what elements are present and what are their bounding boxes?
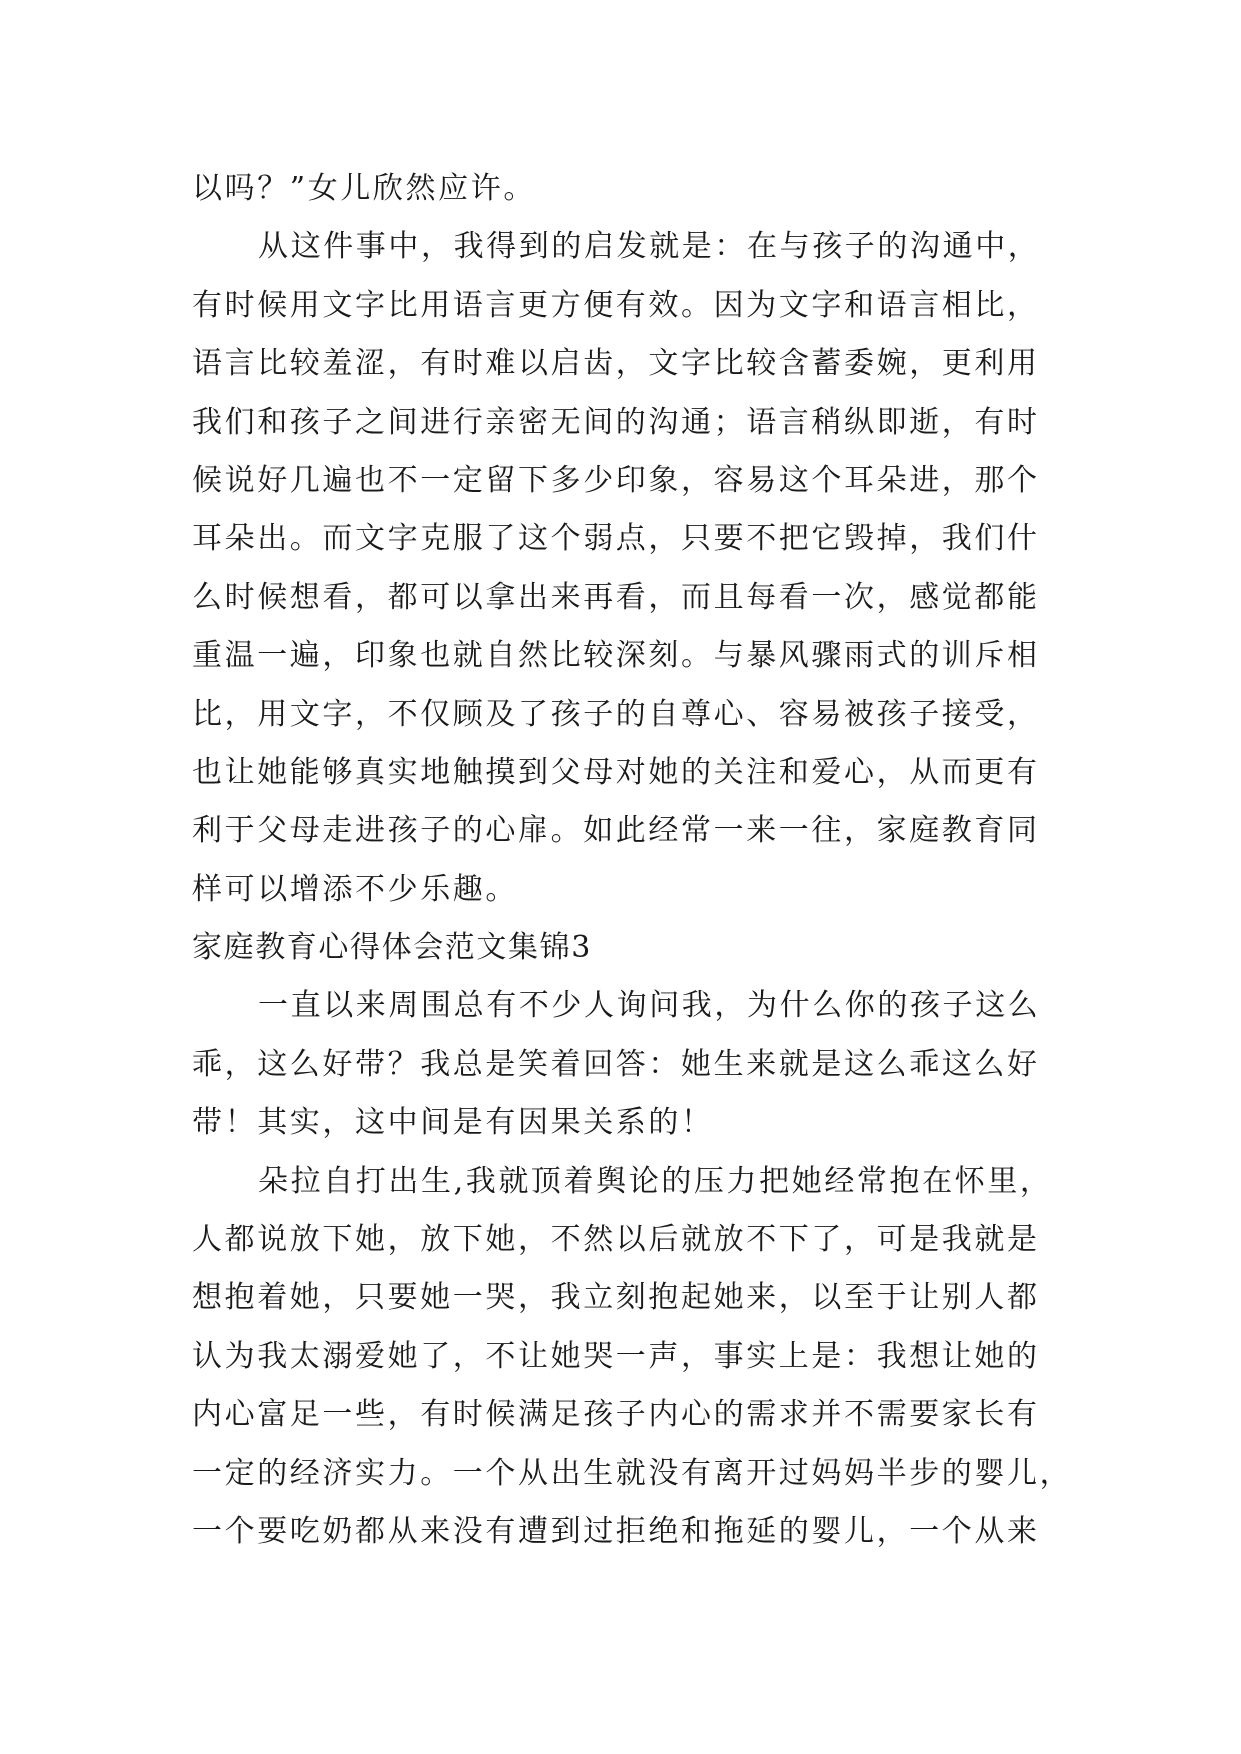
document-body: [192, 160, 1073, 1561]
text-line: 样可以增添不少乐趣。: [192, 871, 518, 907]
text-line: 重温一遍，印象也就自然比较深刻。与暴风骤雨式的训斥相: [192, 638, 1040, 674]
text-line: 有时候用文字比用语言更方便有效。因为文字和语言相比，: [192, 287, 1040, 323]
text-line: 么时候想看，都可以拿出来再看，而且每看一次，感觉都能: [192, 579, 1040, 615]
text-line: 以吗？”女儿欣然应许。: [192, 171, 536, 206]
text-line: 一定的经济实力。一个从出生就没有离开过妈妈半步的婴儿，: [192, 1455, 1073, 1491]
text-line: 语言比较羞涩，有时难以启齿，文字比较含蓄委婉，更利用: [192, 346, 1040, 382]
text-line: 候说好几遍也不一定留下多少印象，容易这个耳朵进，那个: [192, 462, 1040, 498]
paragraph-start-line: 朵拉自打出生,我就顶着舆论的压力把她经常抱在怀里，: [258, 1163, 1053, 1199]
text-line: 人都说放下她，放下她，不然以后就放不下了，可是我就是: [192, 1222, 1040, 1258]
paragraph-start-line: 从这件事中，我得到的启发就是：在与孩子的沟通中，: [258, 229, 1041, 265]
text-line: 耳朵出。而文字克服了这个弱点，只要不把它毁掉，我们什: [192, 521, 1040, 557]
text-line: 认为我太溺爱她了，不让她哭一声，事实上是：我想让她的: [192, 1338, 1040, 1374]
section-heading: 家庭教育心得体会范文集锦3: [192, 930, 592, 966]
text-line: 一个要吃奶都从来没有遭到过拒绝和拖延的婴儿，一个从来: [192, 1513, 1040, 1549]
text-line: 也让她能够真实地触摸到父母对她的关注和爱心，从而更有: [192, 754, 1040, 790]
paragraph-start-line: 一直以来周围总有不少人询问我，为什么你的孩子这么: [258, 988, 1041, 1024]
text-line: 乖，这么好带？我总是笑着回答：她生来就是这么乖这么好: [192, 1046, 1040, 1082]
text-line: 我们和孩子之间进行亲密无间的沟通；语言稍纵即逝，有时: [192, 404, 1040, 440]
text-line: 想抱着她，只要她一哭，我立刻抱起她来，以至于让别人都: [192, 1280, 1040, 1316]
text-line: 内心富足一些，有时候满足孩子内心的需求并不需要家长有: [192, 1397, 1040, 1433]
text-line: 比，用文字，不仅顾及了孩子的自尊心、容易被孩子接受，: [192, 696, 1040, 732]
text-line: 利于父母走进孩子的心扉。如此经常一来一往，家庭教育同: [192, 813, 1040, 849]
text-line: 带！其实，这中间是有因果关系的！: [192, 1105, 714, 1141]
